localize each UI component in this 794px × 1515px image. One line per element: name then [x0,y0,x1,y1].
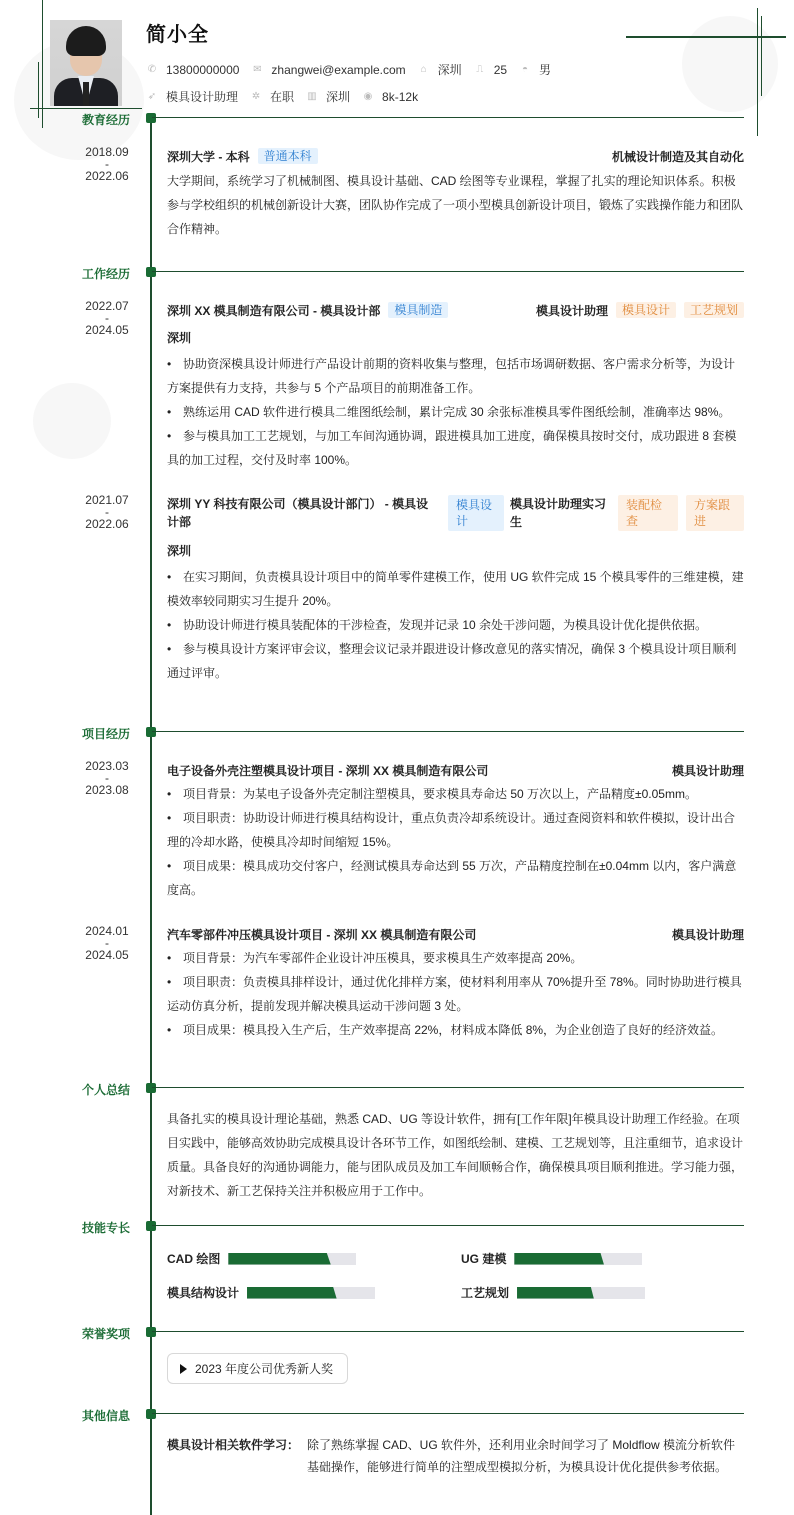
role-tag: 装配检查 [618,495,678,531]
other-info-item [167,1434,744,1478]
project-title: 汽车零部件冲压模具设计项目 - 深圳 XX 模具制造有限公司 [167,928,477,942]
company: 深圳 YY 科技有限公司（模具设计部门） - 模具设计部 [167,497,429,529]
decor-circle-left-mid [33,383,111,459]
gender: 男 [539,63,552,77]
decor-line [38,62,39,118]
home-icon: ⌂ [420,63,427,75]
phone: 13800000000 [166,62,240,77]
city: 深圳 [437,63,462,77]
project-entry [167,926,744,1042]
other-info-value: 除了熟练掌握 CAD、UG 软件外，还利用业余时间学习了 Moldflow 模流分析软件基础操作，能够进行简单的注塑成型模拟分析，为模具设计优化提供参考依据。 [307,1438,736,1474]
timeline-axis [150,117,152,1515]
skill-item [167,1250,356,1267]
project-bullet: • 项目职责：协助设计师进行模具结构设计，重点负责冷却系统设计。通过查阅资料和软件模拟，设计出合理的冷却水路，使模具冷却时间缩短 15%。 [167,806,744,854]
skill-bar [228,1253,356,1265]
section-title-work: 工作经历 [81,267,130,281]
skill-name: 工艺规划 [461,1286,510,1300]
section-divider [152,1087,744,1088]
project-bullet: • 项目职责：负责模具排样设计，通过优化排样方案，使材料利用率从 70%提升至 78%。同时协助进行模具运动仿真分析，提前发现并解决模具运动干涉问题 3 处。 [167,970,744,1018]
phone-icon: ✆ [147,63,157,75]
project-entry [167,762,744,902]
skill-bar [247,1287,375,1299]
section-marker [146,113,156,123]
section-marker [146,1327,156,1337]
email: zhangwei@example.com [271,62,406,77]
gender-icon: ◓ [522,63,529,75]
salary: 8k-12k [382,89,419,104]
section-divider [152,1331,744,1332]
role-tag: 方案跟进 [686,495,744,531]
section-title-skills: 技能专长 [81,1221,130,1235]
section-title-honors: 荣誉奖项 [81,1327,130,1341]
project-bullet: • 项目成果：模具投入生产后，生产效率提高 22%，材料成本降低 8%，为企业创造了良好的经济效益。 [167,1018,744,1042]
work-location: 深圳 [167,544,192,558]
work-entry [167,302,744,472]
project-role: 模具设计助理 [671,928,744,942]
target-city: 深圳 [326,90,351,104]
work-bullet: • 参与模具加工工艺规划，与加工车间沟通协调，跟进模具加工进度，确保模具按时交付，成功跟进 8 套模具的加工过程，交付及时率 100%。 [167,424,744,472]
work-date: 2021.07 - 2022.06 [85,493,129,531]
honor-label: 2023 年度公司优秀新人奖 [195,1362,334,1376]
other-info-key: 模具设计相关软件学习： [167,1438,300,1452]
work-bullet: • 参与模具设计方案评审会议，整理会议记录并跟进设计修改意见的落实情况，确保 3 个模具设计项目顺利通过评审。 [167,637,744,685]
industry-tag: 模具设计 [448,495,504,531]
skill-name: 模具结构设计 [167,1286,240,1300]
avatar-photo [50,20,122,106]
work-bullet: • 熟练运用 CAD 软件进行模具二维图纸绘制，累计完成 30 余张标准模具零件图纸绘制，准确率达 98%。 [167,400,744,424]
major: 机械设计制造及其自动化 [611,150,744,164]
target-position: 模具设计助理 [166,90,239,104]
role: 模具设计助理实习生 [510,497,607,529]
send-icon: ➶ [147,90,157,102]
age-icon: ⎍ [476,63,484,75]
section-title-education: 教育经历 [81,113,130,127]
degree-tag: 普通本科 [258,148,318,164]
section-marker [146,1221,156,1231]
education-description: 大学期间，系统学习了机械制图、模具设计基础、CAD 绘图等专业课程，掌握了扎实的理论知识体系。积极参与学校组织的机械创新设计大赛，团队协作完成了一项小型模具创新设计项目，锻炼了实践操作能力和团队合作精神。 [167,174,744,236]
project-role: 模具设计助理 [671,764,744,778]
mail-icon: ✉ [253,63,262,75]
role-tag: 工艺规划 [684,302,744,318]
role-tag: 模具设计 [616,302,676,318]
summary-text: 具备扎实的模具设计理论基础，熟悉 CAD、UG 等设计软件，拥有[工作年限]年模具设计助理工作经验。在项目实践中，能够高效协助完成模具设计各环节工作，如图纸绘制、建模、工艺规划等，且注重细节，追求设计质量。具备良好的沟通协调能力，能与团队成员及加工车间顺畅合作，确保模具项目顺利推进。学习能力强，对新技术、新工艺保持关注并积极应用于工作中。 [167,1112,744,1198]
skill-name: UG 建模 [461,1252,507,1266]
project-bullet: • 项目成果：模具成功交付客户，经测试模具寿命达到 55 万次，产品精度控制在±0.04mm 以内，客户满意度高。 [167,854,744,902]
age: 25 [493,62,508,77]
role: 模具设计助理 [535,304,608,318]
section-marker [146,727,156,737]
section-divider [152,731,744,732]
education-entry [167,148,744,241]
section-marker [146,1083,156,1093]
project-date: 2024.01 - 2024.05 [85,924,129,962]
section-title-other: 其他信息 [81,1409,130,1423]
section-divider [152,117,744,118]
section-divider [152,1225,744,1226]
job-status: 在职 [270,90,295,104]
project-bullet: • 项目背景：为某电子设备外壳定制注塑模具，要求模具寿命达 50 万次以上，产品精度±0.05mm。 [167,782,744,806]
work-location: 深圳 [167,331,192,345]
building-icon: ▥ [307,90,317,102]
section-divider [152,271,744,272]
job-intent-row [146,88,430,105]
contact-row [146,61,563,78]
project-title: 电子设备外壳注塑模具设计项目 - 深圳 XX 模具制造有限公司 [167,764,489,778]
work-date: 2022.07 - 2024.05 [85,299,129,337]
section-title-summary: 个人总结 [81,1083,130,1097]
company: 深圳 XX 模具制造有限公司 - 模具设计部 [167,304,381,318]
project-date: 2023.03 - 2023.08 [85,759,129,797]
skill-name: CAD 绘图 [167,1252,221,1266]
school: 深圳大学 - 本科 [167,150,250,164]
work-bullet: • 在实习期间，负责模具设计项目中的简单零件建模工作，使用 UG 软件完成 15 个模具零件的三维建模，建模效率较同期实习生提升 20%。 [167,565,744,613]
decor-line [30,108,142,109]
section-marker [146,267,156,277]
skill-item [461,1284,645,1301]
decor-line [626,36,786,38]
section-title-projects: 项目经历 [81,727,130,741]
section-divider [152,1413,744,1414]
decor-line [757,8,758,136]
salary-icon: ◉ [363,90,373,102]
work-bullet: • 协助资深模具设计师进行产品设计前期的资料收集与整理，包括市场调研数据、客户需求分析等，为设计方案提供有力支持，共参与 5 个产品项目的前期准备工作。 [167,352,744,400]
decor-line [761,16,762,96]
education-date: 2018.09 - 2022.06 [85,145,129,183]
skill-bar [514,1253,642,1265]
project-bullet: • 项目背景：为汽车零部件企业设计冲压模具，要求模具生产效率提高 20%。 [167,946,744,970]
work-bullet: • 协助设计师进行模具装配体的干涉检查，发现并记录 10 余处干涉问题，为模具设计优化提供依据。 [167,613,744,637]
skill-item [167,1284,375,1301]
candidate-name: 简小全 [146,24,209,46]
work-entry [167,495,744,685]
honor-item[interactable] [167,1353,348,1384]
decor-circle-top-right [682,16,778,112]
industry-tag: 模具制造 [388,302,448,318]
skill-bar [517,1287,645,1299]
expand-triangle-icon [180,1364,187,1374]
skill-item [461,1250,642,1267]
status-icon: ✲ [251,90,261,102]
section-marker [146,1409,156,1419]
